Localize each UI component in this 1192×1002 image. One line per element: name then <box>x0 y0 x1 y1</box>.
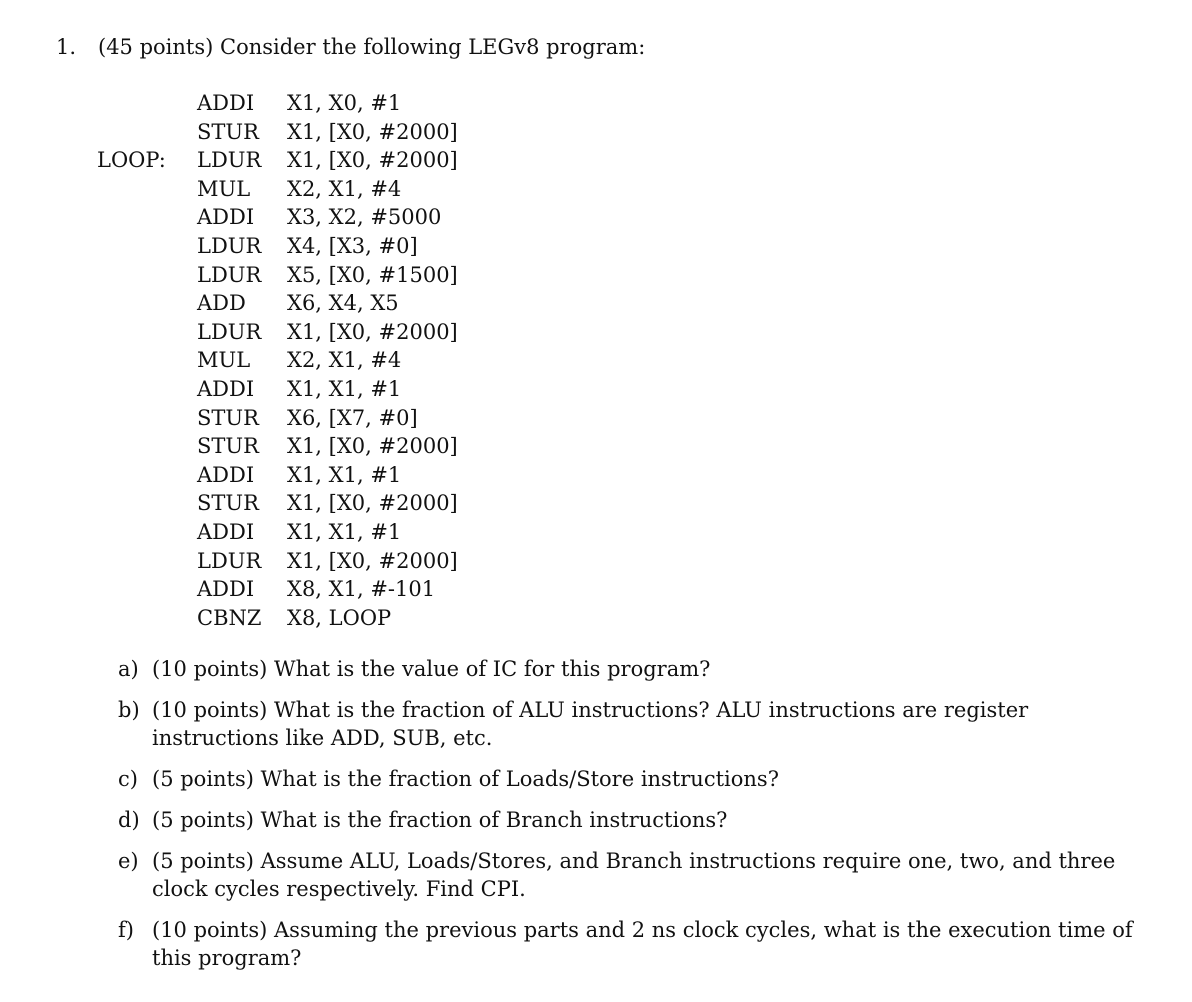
code-line <box>97 346 458 375</box>
subpart-letter: f) <box>118 918 134 942</box>
subpart-list <box>118 655 1148 985</box>
subpart-item <box>118 655 1148 683</box>
subpart-item <box>118 696 1148 752</box>
code-opcode: ADDI <box>197 91 255 115</box>
code-opcode: STUR <box>197 405 259 430</box>
code-opcode: CBNZ <box>197 605 262 630</box>
code-line <box>97 547 458 576</box>
code-line <box>97 203 458 232</box>
subpart-item <box>118 916 1148 972</box>
code-label <box>97 375 197 404</box>
subpart-text: (5 points) Assume ALU, Loads/Stores, and Branch instructions require one, two, and three clock cycles respectively. Find CPI. <box>152 849 1116 901</box>
code-operands: X8, LOOP <box>287 605 392 630</box>
code-opcode: ADD <box>197 291 246 316</box>
program-listing <box>97 89 458 632</box>
code-opcode: LDUR <box>197 319 262 344</box>
code-operands: X8, X1, #-101 <box>287 577 436 602</box>
code-opcode: MUL <box>197 348 251 373</box>
subpart-text: (10 points) What is the fraction of ALU instructions? ALU instructions are register instructions like ADD, SUB, etc. <box>152 698 1029 750</box>
code-opcode: STUR <box>197 491 259 516</box>
code-opcode: ADDI <box>197 519 255 544</box>
code-operands: X1, [X0, #2000] <box>287 548 458 573</box>
code-operands: X1, X0, #1 <box>287 91 402 115</box>
code-operands: X6, X4, X5 <box>287 291 399 316</box>
code-operands: X1, [X0, #2000] <box>287 319 458 344</box>
code-line <box>97 318 458 347</box>
code-label <box>97 261 197 290</box>
code-line <box>97 118 458 147</box>
subpart-text: (10 points) What is the value of IC for this program? <box>152 657 711 681</box>
code-label <box>97 232 197 261</box>
code-opcode: MUL <box>197 176 251 201</box>
question-text: (45 points) Consider the following LEGv8 program: <box>98 35 646 59</box>
code-opcode: STUR <box>197 119 259 144</box>
code-label <box>97 518 197 547</box>
code-label: LOOP: <box>97 148 166 173</box>
code-label <box>97 318 197 347</box>
subpart-item <box>118 765 1148 793</box>
code-line <box>97 518 458 547</box>
subpart-text: (5 points) What is the fraction of Branch instructions? <box>152 808 728 832</box>
code-label <box>97 203 197 232</box>
subpart-letter: b) <box>118 698 140 722</box>
code-opcode: ADDI <box>197 376 255 401</box>
code-operands: X1, X1, #1 <box>287 376 402 401</box>
subpart-letter: c) <box>118 767 138 791</box>
subpart-letter: a) <box>118 657 139 681</box>
code-line <box>97 232 458 261</box>
code-opcode: LDUR <box>197 148 262 173</box>
code-operands: X5, [X0, #1500] <box>287 262 458 287</box>
code-operands: X2, X1, #4 <box>287 176 402 201</box>
subpart-item <box>118 847 1148 903</box>
code-label <box>97 175 197 204</box>
subpart-letter: d) <box>118 808 140 832</box>
code-label <box>97 346 197 375</box>
code-opcode: STUR <box>197 434 259 459</box>
code-line <box>97 489 458 518</box>
code-operands: X1, [X0, #2000] <box>287 119 458 144</box>
subpart-item <box>118 806 1148 834</box>
code-operands: X1, [X0, #2000] <box>287 434 458 459</box>
code-line <box>97 604 458 633</box>
code-operands: X1, X1, #1 <box>287 462 402 487</box>
code-opcode: LDUR <box>197 548 262 573</box>
code-label <box>97 489 197 518</box>
code-label <box>97 575 197 604</box>
code-operands: X1, [X0, #2000] <box>287 491 458 516</box>
question-number: 1. <box>56 35 77 59</box>
code-line <box>97 461 458 490</box>
code-opcode: LDUR <box>197 262 262 287</box>
code-line <box>97 404 458 433</box>
code-line <box>97 89 458 118</box>
code-operands: X1, X1, #1 <box>287 519 402 544</box>
code-opcode: ADDI <box>197 205 255 230</box>
code-line <box>97 575 458 604</box>
subpart-text: (5 points) What is the fraction of Loads/Store instructions? <box>152 767 779 791</box>
code-label <box>97 118 197 147</box>
code-line <box>97 375 458 404</box>
code-line <box>97 289 458 318</box>
code-operands: X6, [X7, #0] <box>287 405 418 430</box>
code-line <box>97 432 458 461</box>
code-operands: X3, X2, #5000 <box>287 205 442 230</box>
code-line <box>97 175 458 204</box>
code-label <box>97 604 197 633</box>
code-operands: X4, [X3, #0] <box>287 233 418 258</box>
code-operands: X1, [X0, #2000] <box>287 148 458 173</box>
code-operands: X2, X1, #4 <box>287 348 402 373</box>
code-label <box>97 432 197 461</box>
question-header <box>56 33 645 61</box>
code-label <box>97 461 197 490</box>
code-label <box>97 404 197 433</box>
code-label <box>97 289 197 318</box>
code-line <box>97 146 458 175</box>
code-label <box>97 89 197 118</box>
subpart-text: (10 points) Assuming the previous parts and 2 ns clock cycles, what is the execution time of this program? <box>152 918 1133 970</box>
code-opcode: LDUR <box>197 233 262 258</box>
code-label <box>97 547 197 576</box>
code-line <box>97 261 458 290</box>
subpart-letter: e) <box>118 849 139 873</box>
code-opcode: ADDI <box>197 462 255 487</box>
code-opcode: ADDI <box>197 577 255 602</box>
